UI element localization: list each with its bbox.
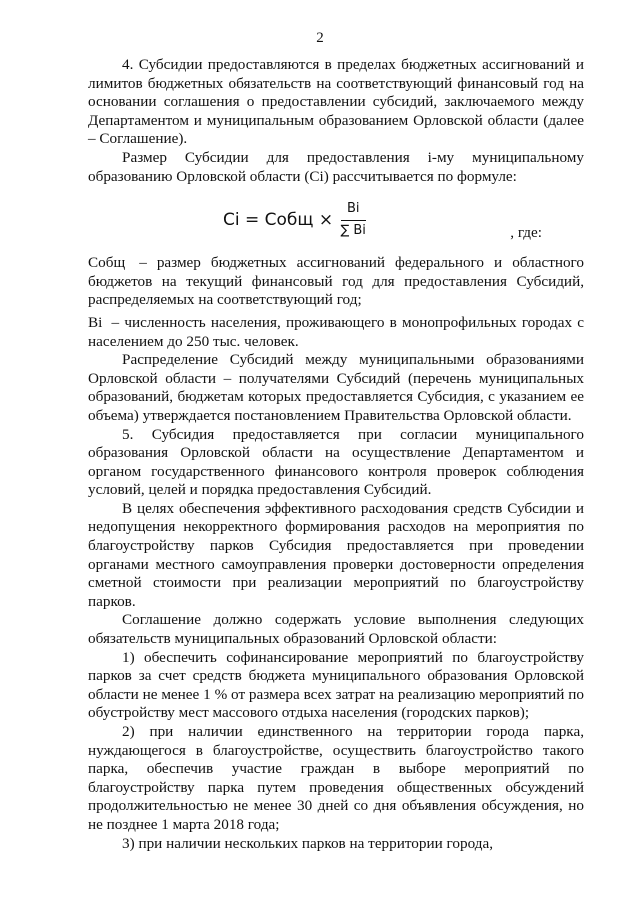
definition-c-total (88, 254, 584, 310)
page-number: 2 (316, 30, 324, 46)
list-item-3: 3) при наличии нескольких парков на территории города, (122, 834, 494, 852)
paragraph-subsidy-size: Размер Субсидии для предоставления i-му муниципальному образованию Орловской области (Ci) рассчитывается по формуле: (88, 148, 584, 185)
list-item-2: 2) при наличии единственного на территории города парка, нуждающегося в благоустройстве, осуществить благоустройство такого парка, обеспечив участие граждан в выборе мероприятий по благоустройству парка путем проведения общественных обсуждений продолжительностью не менее 30 дней со дня объявления обсуждения, но не позднее 1 марта 2018 года; (88, 723, 584, 833)
formula-eq: = (245, 210, 260, 231)
definition-c-total-text: – размер бюджетных ассигнований федерального и областного бюджетов на текущий финансовый год для предоставления Субсидий, распределяемых на соответствующий год; (88, 254, 585, 309)
list-item-1: 1) обеспечить софинансирование мероприятий по благоустройству парков за счет средств бюджета муниципального образования Орловской области не менее 1 % от размера всех затрат на реализацию мероприятий по обустройству мест массового отдыха населения (городских парков); (88, 648, 584, 722)
formula (88, 186, 584, 244)
formula-numerator: Bi (341, 200, 366, 221)
formula-expression (223, 200, 366, 240)
formula-denominator: ∑ Bi (340, 222, 366, 238)
document-body (88, 56, 584, 853)
definition-b-i-symbol: Bi (88, 313, 103, 331)
paragraph-distribution: Распределение Субсидий между муниципальными образованиями Орловской области – получателями Субсидий (перечень муниципальных образований, бюджетам которых предоставляется Субсидия, с указанием ее объема) утверждается постановлением Правительства Орловской области. (88, 351, 584, 424)
definition-b-i-text: – численность населения, проживающего в монопрофильных городах с населением до 250 тыс. человек. (88, 313, 584, 350)
formula-times: × (318, 210, 334, 231)
paragraph-5: 5. Субсидия предоставляется при согласии муниципального образования Орловской области на осуществление Департаментом и органом государственного финансового контроля проверок соблюдения условий, целей и порядка предоставления Субсидий. (88, 425, 584, 499)
definition-b-i (88, 314, 584, 351)
paragraph-4: 4. Субсидии предоставляются в пределах бюджетных ассигнований и лимитов бюджетных обязательств на соответствующий финансовый год на основании соглашения о предоставлении субсидий, заключаемого между Департаментом и муниципальным образованием Орловской области (далее – Соглашение). (88, 56, 584, 148)
formula-fraction (341, 200, 366, 240)
paragraph-agreement: Соглашение должно содержать условие выполнения следующих обязательств муниципальных образований Орловской области: (88, 611, 584, 648)
formula-lhs: Ci (223, 210, 240, 231)
definition-c-total-symbol: Cобщ (88, 254, 126, 272)
paragraph-efficiency: В целях обеспечения эффективного расходования средств Субсидии и недопущения некорректного формирования расходов на мероприятия по благоустройству парков Субсидия предоставляется при проведении органами местного самоуправления проверки достоверности определения сметной стоимости при реализации мероприятий по благоустройству парков. (88, 499, 584, 610)
formula-where: , где: (510, 224, 542, 242)
formula-c-total: Cобщ (264, 210, 314, 231)
